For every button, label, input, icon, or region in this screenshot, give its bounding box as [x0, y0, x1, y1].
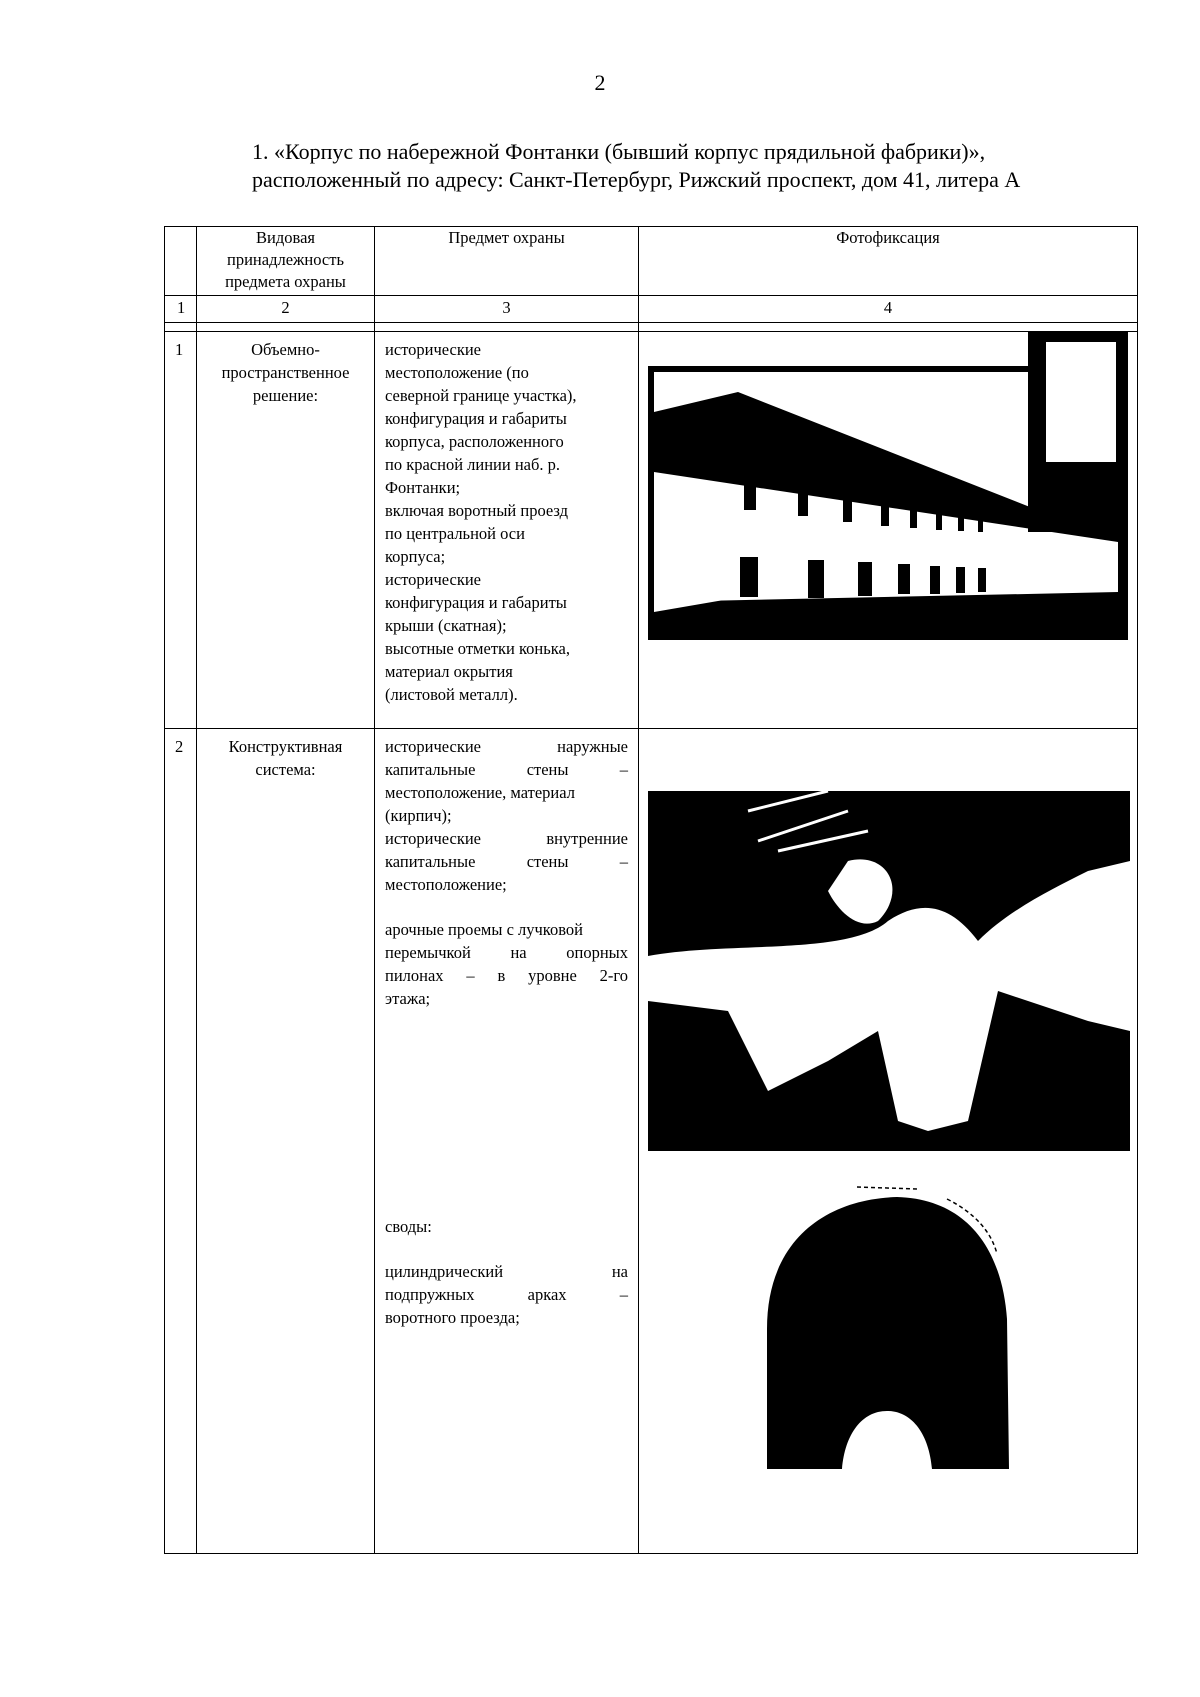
subject-vaults-title: своды: — [385, 1217, 432, 1236]
row-subject — [375, 332, 638, 706]
subject-line: материал окрытия — [385, 662, 513, 681]
header-kind: Видовая принадлежность предмета охраны — [225, 228, 346, 291]
column-number: 3 — [375, 296, 639, 323]
building-facade-photo — [648, 332, 1128, 640]
row-kind: Конструктивная система: — [228, 737, 343, 779]
subject-line: капитальные стены – — [385, 852, 628, 871]
page-number: 2 — [594, 70, 606, 95]
subject-line: крыши (скатная); — [385, 616, 507, 635]
subject-line: пилонах – в уровне 2-го — [385, 966, 628, 985]
heading-line-2: расположенный по адресу: Санкт-Петербург, Рижский проспект, дом 41, литера А — [252, 167, 1021, 192]
subject-line: перемычкой на опорных — [385, 943, 628, 962]
subject-line: капитальные стены – — [385, 760, 628, 779]
subject-line: исторические — [385, 340, 482, 359]
table-header-row — [165, 227, 1138, 296]
subject-line: исторические внутренние — [385, 829, 628, 848]
subject-line: северной границе участка), — [385, 386, 577, 405]
subject-line: цилиндрический на — [385, 1262, 628, 1281]
document-heading — [252, 138, 1132, 194]
column-numbers-row — [165, 296, 1138, 323]
subject-line: исторические наружные — [385, 737, 628, 756]
vault-arch-photo — [757, 1179, 1017, 1469]
subject-line: высотные отметки конька, — [385, 639, 570, 658]
subject-line: конфигурация и габариты — [385, 593, 567, 612]
header-subject: Предмет охраны — [448, 228, 565, 247]
row-number: 2 — [175, 737, 184, 756]
header-cell-2 — [197, 227, 375, 296]
row-number: 1 — [175, 340, 184, 359]
photo-cell — [639, 332, 1138, 729]
subject-line: корпуса; — [385, 547, 446, 566]
subject-line: по красной линии наб. р. — [385, 455, 561, 474]
subject-line: (кирпич); — [385, 806, 452, 825]
subject-line: исторические — [385, 570, 482, 589]
subject-line: местоположение, материал — [385, 783, 575, 802]
row-subject — [375, 729, 638, 1329]
spacer-row — [165, 323, 1138, 332]
subject-line: Фонтанки; — [385, 478, 461, 497]
subject-line: воротного проезда; — [385, 1308, 520, 1327]
protection-subject-table — [164, 226, 1138, 1554]
subject-line: местоположение (по — [385, 363, 529, 382]
table-row — [165, 729, 1138, 1554]
arched-openings-photo — [648, 791, 1130, 1151]
subject-line: арочные проемы с лучковой — [385, 920, 583, 939]
table-row — [165, 332, 1138, 729]
heading-line-1: 1. «Корпус по набережной Фонтанки (бывший корпус прядильной фабрики)», — [252, 139, 986, 164]
subject-line: включая воротный проезд — [385, 501, 569, 520]
photo-cell — [639, 729, 1138, 1554]
header-cell-4 — [639, 227, 1138, 296]
header-cell-3 — [375, 227, 639, 296]
subject-line: местоположение; — [385, 875, 507, 894]
column-number: 4 — [639, 296, 1138, 323]
subject-line: этажа; — [385, 989, 431, 1008]
column-number: 1 — [165, 296, 197, 323]
subject-line: корпуса, расположенного — [385, 432, 564, 451]
subject-line: (листовой металл). — [385, 685, 518, 704]
header-cell-1 — [165, 227, 197, 296]
row-kind: Объемно-пространственное решение: — [221, 340, 350, 405]
subject-line: по центральной оси — [385, 524, 525, 543]
subject-line: конфигурация и габариты — [385, 409, 567, 428]
header-photo: Фотофиксация — [836, 228, 940, 247]
column-number: 2 — [197, 296, 375, 323]
subject-line: подпружных арках – — [385, 1285, 628, 1304]
